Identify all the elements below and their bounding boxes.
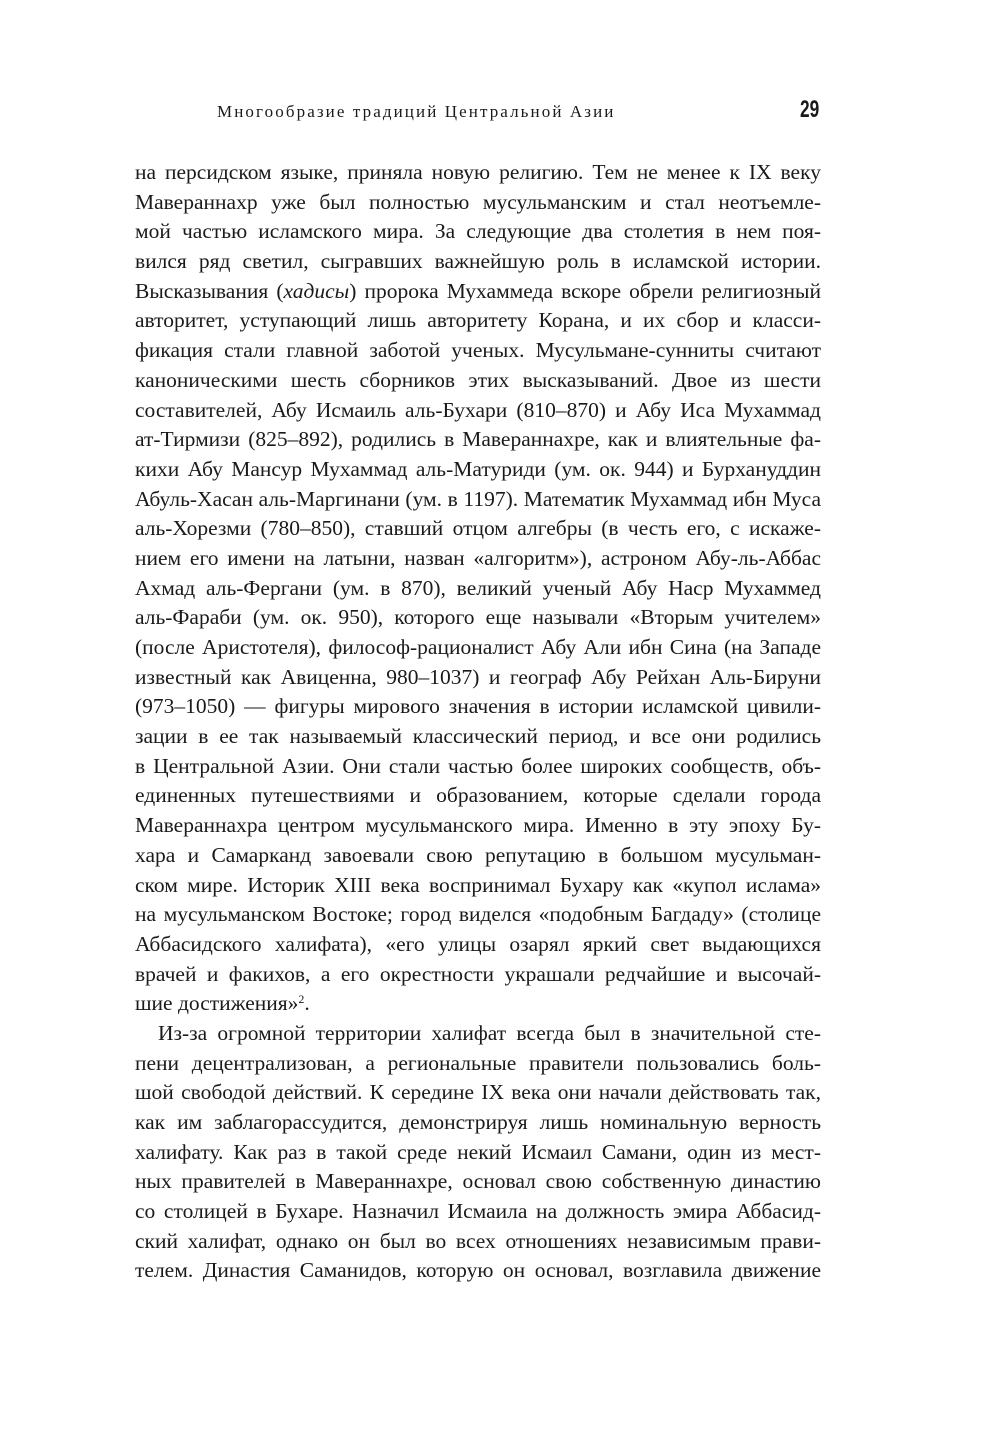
text-line: фикация стали главной заботой ученых. Мусульмане-сунниты считают [135,338,821,363]
page-number: 29 [800,96,820,123]
text-line: (после Аристотеля), философ-рационалист Абу Али ибн Сина (на Западе [135,635,821,659]
text-line: шой свободой действий. К середине IX века они начали действовать так, [135,1080,821,1105]
text-line: Абуль-Хасан аль-Маргинани (ум. в 1197). Математик Мухаммад ибн Муса [135,486,821,511]
text-line: каноническими шесть сборников этих высказываний. Двое из шести [135,367,821,392]
text-line: ский халифат, однако он был во всех отношениях независимым прави- [135,1228,821,1253]
text-line: ных правителей в Мавераннахре, основал свою собственную династию [135,1169,821,1194]
text-line: врачей и факихов, а его окрестности украшали редчайшие и высочай- [135,961,821,986]
text-line: Мавераннахр уже был полностью мусульманским и стал неотъемле- [135,189,821,214]
text-line: авторитет, уступающий лишь авторитету Корана, и их сбор и класси- [135,308,821,333]
running-head-title: Многообразие традиций Центральной Азии [217,102,616,121]
text-line: телем. Династия Саманидов, которую он основал, возглавила движение [135,1258,821,1283]
text-segment: ) пророка Мухаммеда вскоре обрели религиозный [349,278,821,303]
text-line: единенных путешествиями и образованием, которые сделали города [135,783,821,808]
text-line: зации в ее так называемый классический период, и все они родились [135,724,821,749]
text-line: Из-за огромной территории халифат всегда был в значительной сте- [158,1020,821,1045]
text-line: кихи Абу Мансур Мухаммад аль-Матуриди (ум. ок. 944) и Бурхануддин [135,456,821,481]
text-line: как им заблагорассудится, демонстрируя лишь номинальную верность [135,1110,821,1134]
text-line: аль-Фараби (ум. ок. 950), которого еще называли «Вторым учителем» [135,605,821,630]
body-text [135,158,821,1286]
footnote-marker[interactable]: 2 [298,992,305,1007]
text-line [135,989,821,1019]
text-line: халифату. Как раз в такой среде некий Исмаил Самани, один из мест- [135,1139,821,1164]
text-line: Ахмад аль-Фергани (ум. в 870), великий ученый Абу Наср Мухаммед [135,575,821,600]
text-line: аль-Хорезми (780–850), ставший отцом алгебры (в честь его, с искаже- [135,516,821,541]
text-segment: шие достижения» [135,991,299,1016]
text-line: хара и Самарканд завоевали свою репутацию в большом мусульман- [135,842,821,867]
text-segment: . [304,991,310,1016]
text-line: нием его имени на латыни, назван «алгоритм»), астроном Абу-ль-Аббас [135,545,821,570]
text-line [135,277,821,307]
text-line: пени децентрализован, а региональные правители пользовались боль- [135,1050,821,1075]
text-line: Аббасидского халифата), «его улицы озарял яркий свет выдающихся [135,931,821,956]
text-line: мой частью исламского мира. За следующие два столетия в нем поя- [135,219,821,244]
italic-term: хадисы [283,278,350,303]
text-line: в Центральной Азии. Они стали частью более широких сообществ, объ- [135,753,821,778]
text-line: (973–1050) — фигуры мирового значения в истории исламской цивили- [135,694,821,719]
text-line: на мусульманском Востоке; город виделся «подобным Багдаду» (столице [135,902,821,927]
text-line: ском мире. Историк XIII века воспринимал Бухару как «купол ислама» [135,872,821,897]
text-line: на персидском языке, приняла новую религию. Тем не менее к IX веку [135,160,821,184]
text-segment: Высказывания ( [135,278,284,303]
text-line: ат-Тирмизи (825–892), родились в Мавераннахре, как и влиятельные фа- [135,427,821,452]
text-line: известный как Авиценна, 980–1037) и географ Абу Рейхан Аль-Бируни [135,664,821,689]
text-line: со столицей в Бухаре. Назначил Исмаила на должность эмира Аббасид- [135,1199,821,1224]
text-line: Мавераннахра центром мусульманского мира. Именно в эту эпоху Бу- [135,813,821,838]
text-line: составителей, Абу Исмаиль аль-Бухари (810–870) и Абу Иса Мухаммад [135,397,821,422]
text-line: вился ряд светил, сыгравших важнейшую роль в исламской истории. [135,249,821,274]
